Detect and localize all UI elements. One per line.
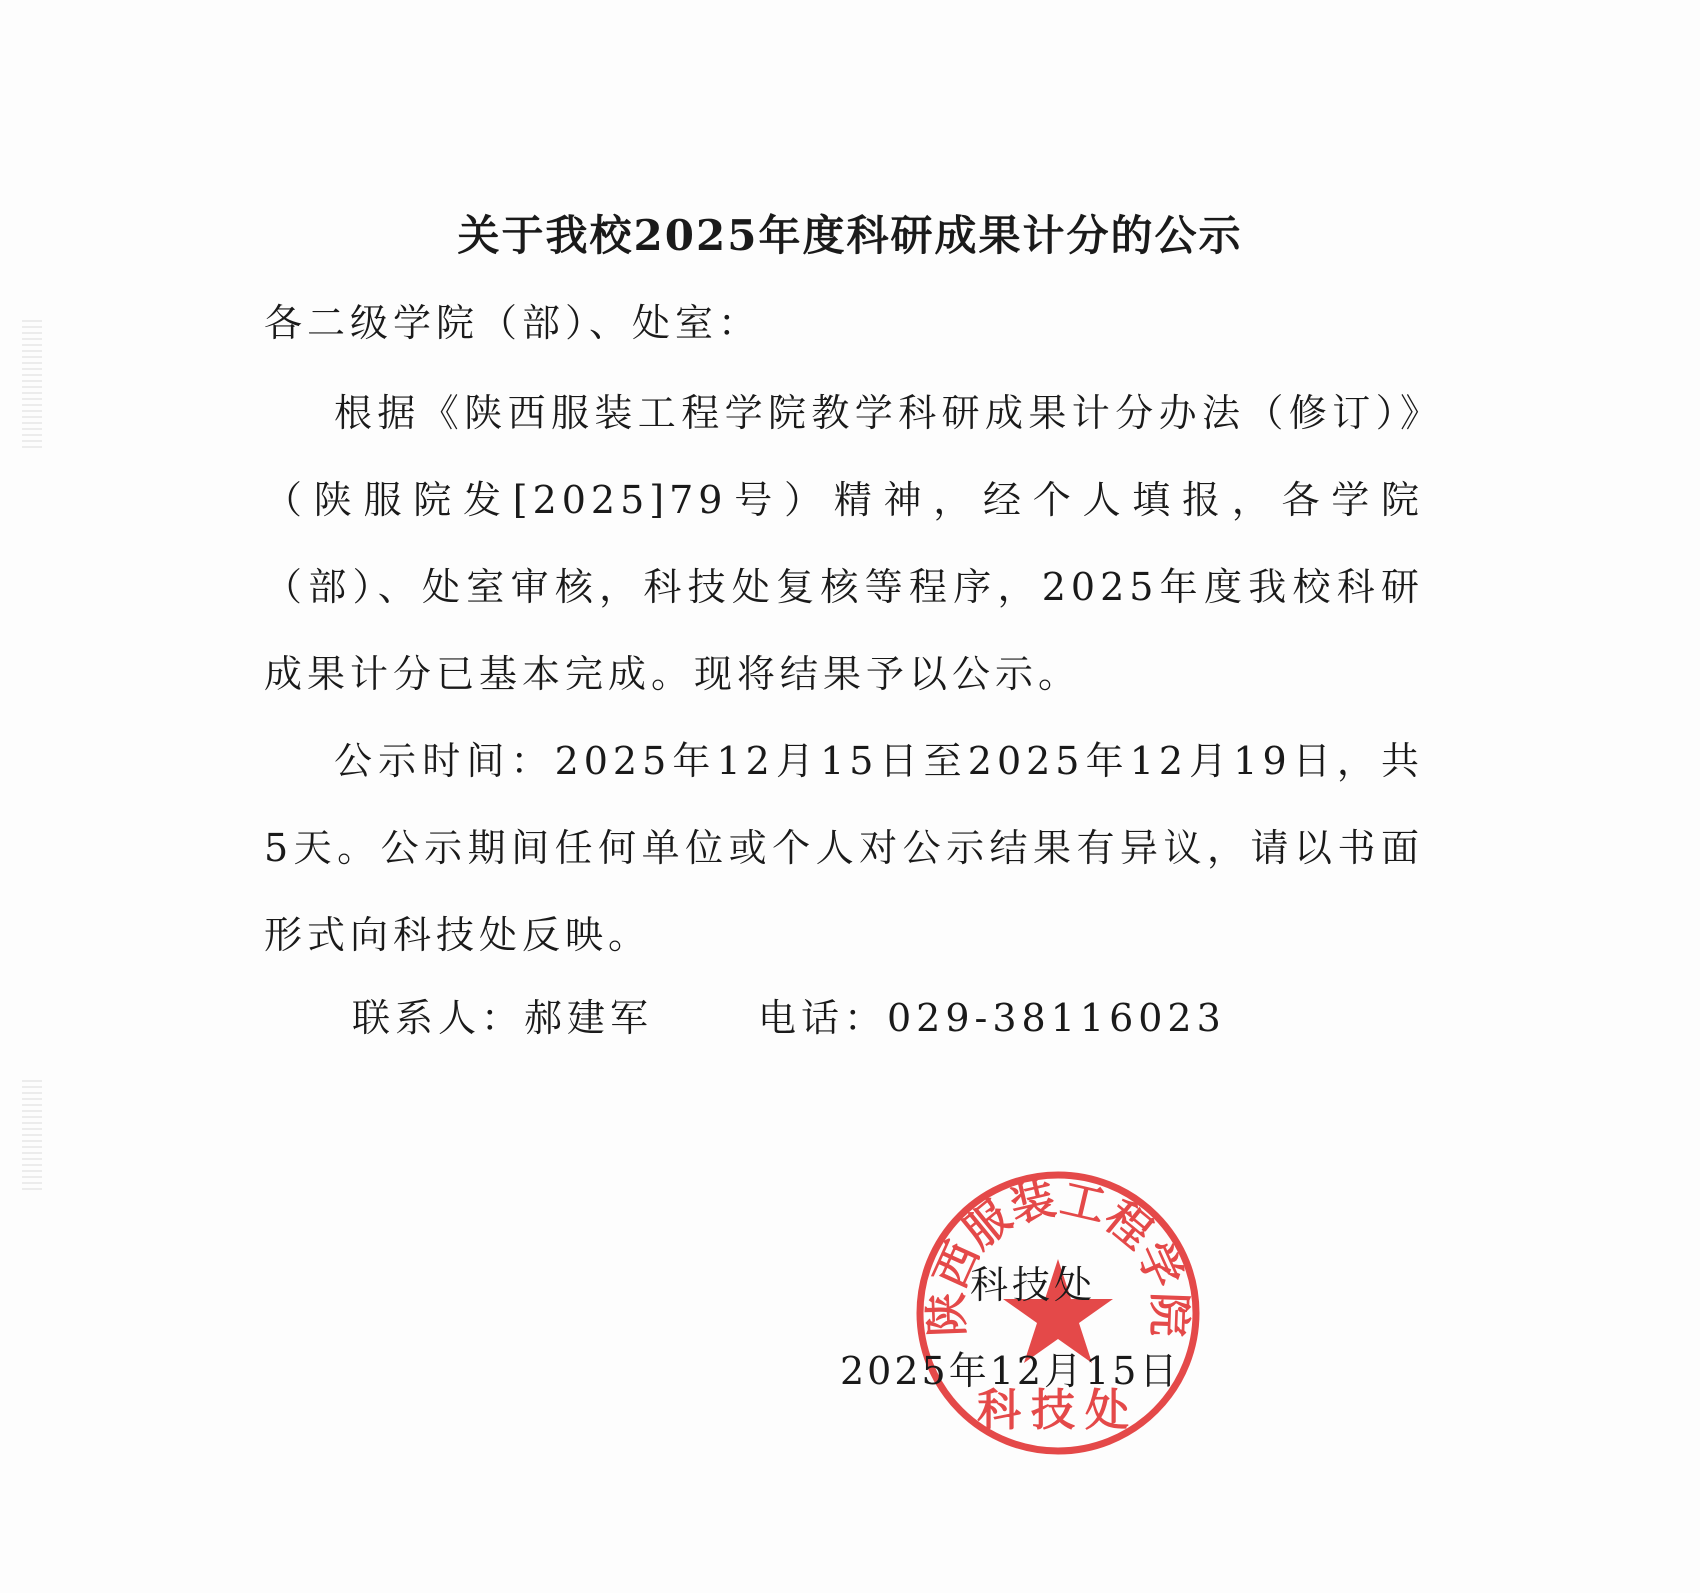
official-seal-stamp [908,1163,1208,1463]
scan-artifact [22,320,42,450]
svg-text:科技处: 科技处 [977,1386,1139,1435]
body-paragraph-basis: 根据《陕西服装工程学院教学科研成果计分办法（修订）》（陕服院发[2025]79号）精神，经个人填报，各学院（部）、处室审核，科技处复核等程序，2025年度我校科研成果计分已基本完成。现将结果予以公示。 [264,391,1424,696]
signature-date: 2025年12月15日 [840,1349,1181,1393]
scan-artifact [22,1080,42,1190]
document-title: 关于我校2025年度科研成果计分的公示 [457,211,1243,260]
contact-phone: 电话：029-38116023 [758,996,1226,1040]
svg-text:陕西服装工程学院: 陕西服装工程学院 [922,1174,1194,1338]
signature-department: 科技处 [970,1263,1097,1307]
salutation: 各二级学院（部）、处室： [264,301,762,345]
contact-person: 联系人：郝建军 [352,996,654,1040]
body-paragraph-period: 公示时间：2025年12月15日至2025年12月19日，共5天。公示期间任何单位或个人对公示结果有异议，请以书面形式向科技处反映。 [264,739,1424,957]
